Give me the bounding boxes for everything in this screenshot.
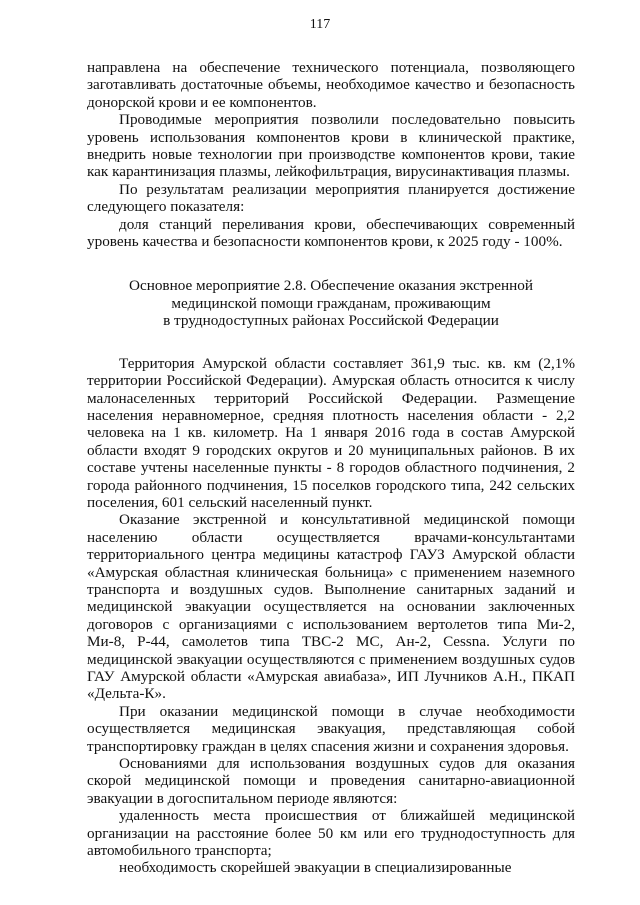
- paragraph-blood-continuation: направлена на обеспечение технического потенциала, позволяющего заготавливать достаточные объемы, необходимое качество и безопасность донорской крови и ее компонентов.: [87, 59, 575, 111]
- page-number: 117: [309, 17, 331, 32]
- paragraph-emergency-care: Оказание экстренной и консультативной медицинской помощи населению области осуществляется врачами-консультантами территориального центра медицины катастроф ГАУЗ Амурской области «Амурская областная клиническая больница» с применением наземного транспорта и воздушных судов. Выполнение санитарных заданий и медицинской эвакуации осуществляется на основании заключенных договоров с организациями с использованием вертолетов типа Ми-2, Ми-8, Р-44, самолетов типа ТВС-2 МС, Ан-2, Cessna. Услуги по медицинской эвакуации осуществляются с применением воздушных судов ГАУ Амурской области «Амурская авиабаза», ИП Лучников А.Н., ПКАП «Дельта-К».: [87, 511, 575, 703]
- section-heading-line-1: Основное мероприятие 2.8. Обеспечение оказания экстренной: [129, 277, 533, 295]
- paragraph-urgent-evacuation: необходимость скорейшей эвакуации в специализированные: [119, 859, 512, 877]
- paragraph-medical-evacuation: При оказании медицинской помощи в случае необходимости осуществляется медицинская эвакуация, представляющая собой транспортировку граждан в целях спасения жизни и сохранения здоровья.: [87, 702, 575, 755]
- document-body: [87, 59, 575, 877]
- paragraph-indicator-intro: По результатам реализации мероприятия планируется достижение следующего показателя:: [87, 180, 575, 216]
- section-heading: [87, 277, 575, 329]
- paragraph-measures-results: Проводимые мероприятия позволили последовательно повысить уровень использования компонентов крови в клинической практике, внедрить новые технологии при производстве компонентов крови, такие как карантинизация плазмы, лейкофильтрация, вирусинактивация плазмы.: [87, 111, 575, 181]
- spacer: [87, 330, 575, 355]
- spacer: [87, 250, 575, 277]
- paragraph-indicator-value: доля станций переливания крови, обеспечивающих современный уровень качества и безопасности компонентов крови, к 2025 году - 100%.: [87, 215, 575, 251]
- section-heading-line-3: в труднодоступных районах Российской Федерации: [163, 312, 499, 330]
- section-heading-line-2: медицинской помощи гражданам, проживающим: [171, 294, 491, 312]
- paragraph-aircraft-grounds: Основаниями для использования воздушных судов для оказания скорой медицинской помощи и проведения санитарно-авиационной эвакуации в догоспитальном периоде являются:: [87, 755, 575, 807]
- paragraph-territory: Территория Амурской области составляет 361,9 тыс. кв. км (2,1% территории Российской Федерации). Амурская область относится к числу малонаселенных территорий Российской Федерации. Размещение населения неравномерное, средняя плотность населения области - 2,2 человека на 1 кв. километр. На 1 января 2016 года в состав Амурской области входят 9 городских округов и 20 муниципальных районов. В их составе учтены населенные пункты - 8 городов областного подчинения, 2 города районного подчинения, 15 поселков городского типа, 242 сельских поселения, 601 сельский населенный пункт.: [87, 354, 575, 511]
- paragraph-remoteness: удаленность места происшествия от ближайшей медицинской организации на расстояние более 50 км или его труднодоступность для автомобильного транспорта;: [87, 807, 575, 860]
